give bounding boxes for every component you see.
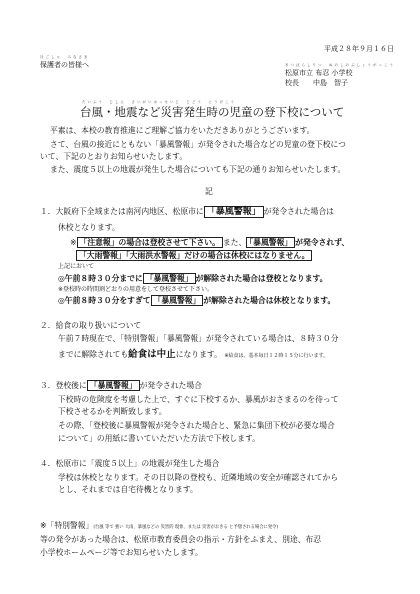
footer-line3: 小学校ホームページ等でお知らせいたします。	[40, 548, 203, 557]
section1-note-b: ※登校時の時間割どおりの用意をして登校させて下さい。	[58, 286, 214, 293]
section2-line3: までに解除されても給食は中止になります。 ※給食は、基本毎日１２時１５分に行います。	[58, 349, 329, 360]
title-ruby: たいふう じしん さいがいはっせいじ じどう とうげこう	[82, 100, 236, 104]
section1-line2: 休校となります。	[58, 223, 120, 232]
section3-line4: その際、「登校後に暴風警報が発令された場合と、緊急に集団下校が必要な場合	[58, 421, 335, 430]
section1-case2: ◎午前８時３０分をすぎて 「暴風警報」 が解除された場合は休校となります。	[58, 296, 336, 305]
section4-line2: 学校は休校となります。その日以降の登校も、近隣地域の安全が確認されてから	[58, 473, 339, 482]
storm-warning-box: 「暴風警報」	[204, 206, 264, 218]
principal-name: 校長 中島 智子	[285, 79, 348, 87]
greeting-ruby: ほごしゃ みなさま	[40, 55, 90, 59]
intro-line-3: いて、下記のとおりお知らせいたします。	[40, 152, 188, 161]
intro-line-2: さて、台風の接近にともない「暴風警報」が発令された場合などの児童の登下校につ	[50, 140, 346, 149]
intro-line-4: また、震度５以上の地震が発生した場合についても下記の通りお知らせいたします。	[50, 165, 346, 174]
section3-line3: 下校させるかを判断致します。	[58, 407, 167, 416]
ki-heading: 記	[205, 187, 213, 196]
greeting: 保護者の皆様へ	[40, 61, 89, 69]
page-title: 台風・地震など災害発生時の児童の登下校について	[80, 105, 345, 119]
section1-warn1: ※ 「注意報」の場合は登校させて下さい。 また、 「暴風警報」 が発令されず、	[70, 238, 350, 247]
advisory-box: 「注意報」の場合は登校させて下さい。	[77, 237, 223, 248]
school-name: 松原市立 布忍 小学校	[285, 69, 353, 77]
section1-warn2	[76, 250, 312, 261]
heavy-rain-box: 「大雨警報」「大雨洪水警報」だけの場合は休校にはなりません。	[76, 250, 312, 261]
section4-line3: とし、それまでは自宅待機となります。	[58, 485, 198, 494]
section3-line5: について」の用紙に書いていただいた方法で下校します。	[58, 434, 260, 443]
section1-case1: ◎午前８時３０分までに 「暴風警報」 が解除された場合は登校となります。	[58, 274, 328, 283]
section2-line1: ２．給食の取り扱いについて	[40, 321, 142, 330]
section3-line1: ３．登校後に 「暴風警報」 が発令された場合	[40, 381, 202, 390]
section2-line2: 午前７時現在で、「特別警報」「暴風警報」が発令されている場合は、８時３０分	[58, 334, 339, 343]
footer-line2: 等の発令があった場合は、松原市教育委員会の指示・方針をふまえ、別途、布忍	[40, 535, 322, 544]
section3-line2: 下校時の危険度を考慮した上で、すぐに下校するか、暴風がおさまるのを待って	[58, 395, 339, 404]
section1-note-a: 上記において	[58, 263, 95, 270]
section1-line1: １．大阪府下全域または南河内地区、松原市に 「暴風警報」 が発令された場合は	[40, 207, 334, 217]
document-date: 平成２８年９月１６日	[324, 45, 394, 53]
intro-line-1: 平素は、本校の教育推進にご理解ご協力をいただきありがとうございます。	[50, 126, 315, 135]
school-ruby: まつばらしりつ ぬのしのぶしょうがっこう	[285, 63, 395, 67]
lunch-cancelled: 給食は中止	[128, 349, 176, 360]
storm-warning-box-2: 「暴風警報」	[246, 237, 295, 248]
footer-line1: ※「特別警報」(台風 等で 強い 大雨、暴風などの 災害的 現象、または 災害がおきる と予想される場合に発令)	[40, 521, 279, 530]
section4-line1: ４．松原市に「震度５以上」の地震が発生した場合	[40, 459, 220, 468]
